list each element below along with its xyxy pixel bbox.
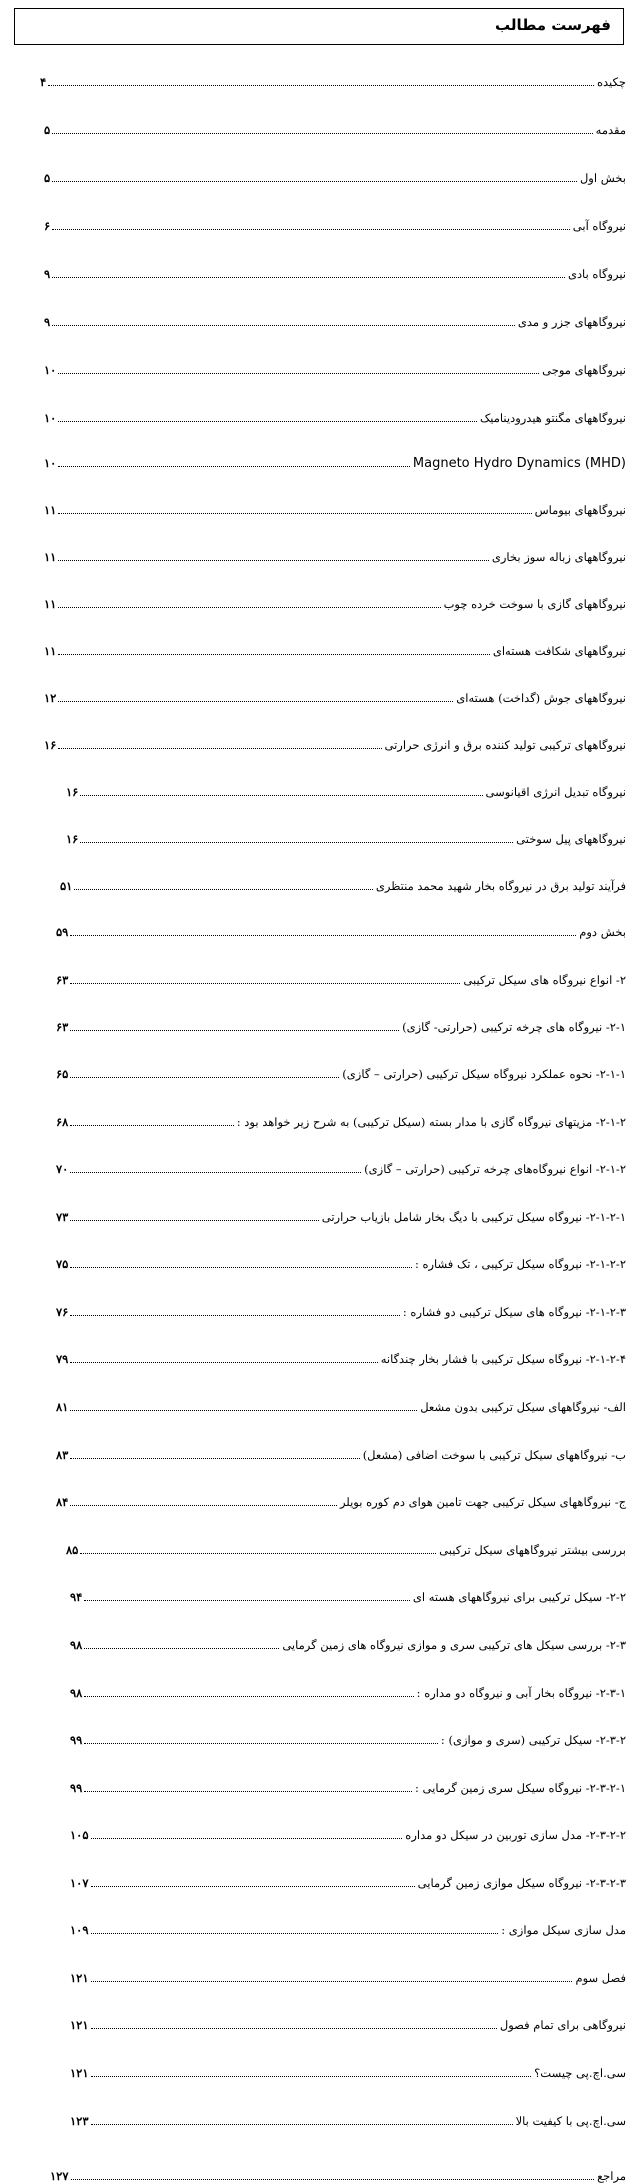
toc-entry-page: ۶۳ [56, 1020, 69, 1034]
toc-entry [44, 406, 626, 426]
toc-entry-page: ۱۲۱ [70, 2066, 89, 2080]
toc-entry-page: ۱۲۷ [50, 2169, 69, 2184]
toc-dot-leader [52, 325, 515, 326]
toc-entry [44, 310, 626, 330]
toc-entry-page: ۱۰۹ [70, 1923, 89, 1937]
toc-entry-label: ۲-۱-۲-۱- نیروگاه سیکل ترکیبی با دیگ بخار شامل بازیاب حرارتی [321, 1210, 626, 1224]
toc-entry-page: ۶۵ [56, 1067, 69, 1081]
toc-entry-label: ۲-۱-۲- انواع نیروگاه‌های چرخه ترکیبی (حرارتی – گازی) [364, 1162, 626, 1176]
toc-entry-label: ج- نیروگاههای سیکل ترکیبی جهت تامین هوای دم کوره بویلر [339, 1495, 626, 1509]
toc-entry-page: ۶۸ [56, 1115, 69, 1129]
toc-entry-label: ۲-۳-۲-۲- مدل سازی توربین در سیکل دو مداره [405, 1828, 626, 1842]
toc-entry-page: ۵۹ [56, 925, 69, 939]
toc-entry-page: ۱۲ [44, 691, 57, 705]
toc-dot-leader [52, 277, 565, 278]
toc-dot-leader [58, 607, 440, 608]
toc-dot-leader [70, 1172, 361, 1173]
toc-entry-page: ۱۱ [44, 597, 57, 611]
toc-dot-leader [84, 1696, 413, 1697]
toc-entry [70, 1728, 626, 1748]
toc-entry [44, 592, 626, 612]
toc-entry-label: ۲-۳-۲-۳- نیروگاه سیکل موازی زمین گرمایی [417, 1876, 626, 1890]
toc-entry-page: ۷۵ [56, 1257, 69, 1271]
toc-entry-page: ۱۰۵ [70, 1828, 89, 1842]
toc-entry-page: ۱۲۳ [70, 2114, 89, 2128]
toc-entry-label: نیروگاههای گازی با سوخت خرده چوب [443, 597, 626, 611]
toc-dot-leader [70, 1315, 400, 1316]
toc-entry-page: ۱۰ [44, 363, 57, 377]
toc-entry [44, 358, 626, 378]
toc-entry-page: ۷۶ [56, 1305, 69, 1319]
toc-entry-label: نیروگاههای موجی [542, 363, 626, 377]
toc-entry-page: ۸۳ [56, 1448, 69, 1462]
toc-entry-label: الف- نیروگاههای سیکل ترکیبی بدون مشعل [420, 1400, 626, 1414]
toc-entry-label: سی.اچ.پی چیست؟ [534, 2066, 626, 2080]
toc-dot-leader [91, 1838, 403, 1839]
toc-entry-page: ۶ [44, 219, 51, 233]
toc-entry-label: فرآیند تولید برق در نیروگاه بخار شهید محمد منتظری [375, 879, 626, 893]
toc-entry [66, 1538, 626, 1558]
toc-dot-leader [70, 983, 460, 984]
toc-entry-page: ۹ [44, 267, 51, 281]
toc-entry-page: ۹۴ [70, 1590, 83, 1604]
toc-dot-leader [48, 85, 594, 86]
toc-entry [56, 968, 626, 988]
toc-entry-label: ۲-۱-۲-۲- نیروگاه سیکل ترکیبی ، تک فشاره : [414, 1257, 626, 1271]
toc-dot-leader [84, 1791, 412, 1792]
toc-dot-leader [70, 1030, 399, 1031]
toc-entry-label: نیروگاهی برای تمام فصول [499, 2018, 626, 2032]
toc-entry-label: چکیده [597, 75, 626, 89]
toc-entry-page: ۱۲۱ [70, 2018, 89, 2032]
toc-entry-label: نیروگاههای بیوماس [534, 503, 626, 517]
toc-dot-leader [80, 842, 513, 843]
toc-entry-label: نیروگاههای زباله سوز بخاری [491, 550, 626, 564]
toc-dot-leader [91, 1886, 415, 1887]
toc-entry-page: ۵۱ [60, 879, 73, 893]
toc-entry [66, 780, 626, 800]
toc-dot-leader [58, 373, 539, 374]
toc-entry-page: ۷۹ [56, 1352, 69, 1366]
toc-entry-page: ۹ [44, 315, 51, 329]
toc-dot-leader [70, 1458, 359, 1459]
toc-dot-leader [70, 1362, 377, 1363]
toc-title: فهرست مطالب [495, 16, 611, 34]
toc-entry-page: ۸۵ [66, 1543, 79, 1557]
toc-dot-leader [52, 229, 570, 230]
toc-entry [56, 1015, 626, 1035]
toc-entry-label: مراجع [597, 2169, 626, 2184]
toc-dot-leader [80, 1553, 436, 1554]
toc-entry [44, 451, 626, 471]
toc-dot-leader [58, 421, 477, 422]
toc-dot-leader [71, 2179, 595, 2180]
toc-entry-label: مدل سازی سیکل موازی : [501, 1923, 626, 1937]
toc-entry [56, 1110, 626, 1130]
toc-dot-leader [70, 1410, 417, 1411]
toc-entry [70, 2013, 626, 2033]
toc-entry-page: ۱۱ [44, 644, 57, 658]
toc-entry [44, 262, 626, 282]
toc-entry-page: ۹۸ [70, 1686, 83, 1700]
toc-entry [70, 1918, 626, 1938]
toc-dot-leader [58, 701, 453, 702]
toc-entry-page: ۱۰ [44, 456, 57, 470]
toc-entry [44, 686, 626, 706]
toc-entry [56, 1252, 626, 1272]
toc-entry-label: ب- نیروگاههای سیکل ترکیبی با سوخت اضافی (مشعل) [362, 1448, 626, 1462]
toc-entry-label: ۲-۳- بررسی سیکل های ترکیبی سری و موازی نیروگاه های زمین گرمایی [282, 1638, 626, 1652]
toc-entry-page: ۱۱ [44, 503, 57, 517]
toc-entry [50, 2164, 626, 2184]
toc-entry [56, 1157, 626, 1177]
toc-entry-page: ۱۶ [66, 832, 79, 846]
toc-entry-label: ۲-۳-۲- سیکل ترکیبی (سری و موازی) : [440, 1733, 626, 1747]
toc-dot-leader [58, 560, 489, 561]
toc-entry-label: نیروگاههای جوش (گداخت) هسته‌ای [456, 691, 626, 705]
toc-entry-label: مقدمه [595, 123, 626, 137]
toc-entry-page: ۱۰۷ [70, 1876, 89, 1890]
toc-entry-label: نیروگاههای مگنتو هیدرودینامیک [479, 411, 626, 425]
toc-entry [56, 1300, 626, 1320]
toc-entry-label: نیروگاههای جزر و مدی [517, 315, 626, 329]
toc-dot-leader [52, 133, 592, 134]
toc-entry-label: بخش اول [579, 171, 626, 185]
toc-entry [70, 2061, 626, 2081]
toc-dot-leader [91, 1981, 573, 1982]
toc-entry [40, 70, 626, 90]
toc-entry [70, 1585, 626, 1605]
toc-dot-leader [70, 1267, 412, 1268]
toc-entry [66, 827, 626, 847]
toc-dot-leader [58, 748, 381, 749]
toc-entry [56, 1347, 626, 1367]
toc-entry [56, 1490, 626, 1510]
toc-entry-page: ۱۶ [66, 785, 79, 799]
toc-dot-leader [84, 1648, 279, 1649]
toc-entry-page: ۴ [40, 75, 47, 89]
toc-entry-label: ۲-۲- سیکل ترکیبی برای نیروگاههای هسته ای [412, 1590, 626, 1604]
toc-entry-label: بررسی بیشتر نیروگاههای سیکل ترکیبی [439, 1543, 626, 1557]
toc-dot-leader [70, 1220, 318, 1221]
toc-entry-label: سی.اچ.پی با کیفیت بالا [515, 2114, 626, 2128]
toc-entry-label: ۲-۱-۲- مزیتهای نیروگاه گازی با مدار بسته (سیکل ترکیبی) به شرح زیر خواهد بود : [236, 1115, 626, 1129]
toc-entry [44, 733, 626, 753]
toc-entry-page: ۷۰ [56, 1162, 69, 1176]
toc-entry [44, 545, 626, 565]
toc-entry [70, 1776, 626, 1796]
toc-entry-page: ۹۹ [70, 1733, 83, 1747]
toc-entry-page: ۶۳ [56, 973, 69, 987]
toc-dot-leader [70, 1077, 339, 1078]
toc-dot-leader [84, 1743, 438, 1744]
toc-entry-label: ۲-۱-۱- نحوه عملکرد نیروگاه سیکل ترکیبی (حرارتی – گازی) [342, 1067, 626, 1081]
toc-dot-leader [70, 1505, 337, 1506]
toc-entry-page: ۵ [44, 123, 51, 137]
toc-dot-leader [91, 2124, 513, 2125]
toc-entry-label: ۲-۱- نیروگاه های چرخه ترکیبی (حرارتی- گازی) [402, 1020, 626, 1034]
toc-entry-label: نیروگاههای پیل سوختی [516, 832, 626, 846]
toc-dot-leader [91, 2076, 532, 2077]
toc-entry-label: بخش دوم [579, 925, 626, 939]
toc-dot-leader [58, 654, 489, 655]
toc-entry [70, 1681, 626, 1701]
toc-entry [56, 1443, 626, 1463]
toc-entry-page: ۹۸ [70, 1638, 83, 1652]
toc-entry-page: ۱۱ [44, 550, 57, 564]
toc-dot-leader [84, 1600, 410, 1601]
toc-entry-page: ۱۲۱ [70, 1971, 89, 1985]
toc-entry [44, 118, 626, 138]
toc-dot-leader [70, 935, 576, 936]
toc-entry [44, 214, 626, 234]
toc-entry [56, 1395, 626, 1415]
toc-entry [70, 1871, 626, 1891]
toc-entry-label: نیروگاه بادی [567, 267, 626, 281]
toc-entry [44, 166, 626, 186]
toc-entry [70, 1633, 626, 1653]
toc-entry-label: Magneto Hydro Dynamics (MHD) [412, 456, 626, 471]
toc-entry [56, 1062, 626, 1082]
toc-dot-leader [80, 795, 482, 796]
toc-entry-label: نیروگاه تبدیل انرژی اقیانوسی [485, 785, 626, 799]
toc-entry-page: ۱۶ [44, 738, 57, 752]
toc-entry-page: ۸۴ [56, 1495, 69, 1509]
toc-entry-label: ۲-۱-۲-۴- نیروگاه سیکل ترکیبی با فشار بخار چندگانه [380, 1352, 626, 1366]
toc-entry [56, 1205, 626, 1225]
toc-entry [56, 920, 626, 940]
toc-dot-leader [70, 1125, 233, 1126]
toc-entry-label: ۲-۱-۲-۳- نیروگاه های سیکل ترکیبی دو فشاره : [402, 1305, 626, 1319]
toc-dot-leader [58, 513, 531, 514]
toc-entry-label: نیروگاه آبی [572, 219, 626, 233]
toc-entry-page: ۵ [44, 171, 51, 185]
toc-entry-label: ۲-۳-۱- نیروگاه بخار آبی و نیروگاه دو مداره : [416, 1686, 626, 1700]
toc-entry [44, 498, 626, 518]
toc-entry-page: ۷۳ [56, 1210, 69, 1224]
toc-dot-leader [91, 2028, 497, 2029]
toc-entry-page: ۱۰ [44, 411, 57, 425]
toc-entry-label: ۲- انواع نیروگاه های سیکل ترکیبی [463, 973, 626, 987]
toc-entry [70, 1823, 626, 1843]
toc-entry [70, 2109, 626, 2129]
toc-entry-page: ۹۹ [70, 1781, 83, 1795]
toc-entry-page: ۸۱ [56, 1400, 69, 1414]
toc-entry [60, 874, 626, 894]
toc-dot-leader [74, 889, 373, 890]
toc-dot-leader [52, 181, 577, 182]
toc-entry-label: نیروگاههای ترکیبی تولید کننده برق و انرژی حرارتی [384, 738, 626, 752]
toc-entry-label: ۲-۳-۲-۱- نیروگاه سیکل سری زمین گرمایی : [415, 1781, 626, 1795]
toc-dot-leader [91, 1933, 499, 1934]
toc-entry-label: نیروگاههای شکافت هسته‌ای [492, 644, 626, 658]
toc-entry-label: فصل سوم [575, 1971, 626, 1985]
toc-entry [44, 639, 626, 659]
toc-dot-leader [58, 466, 410, 467]
toc-entry [70, 1966, 626, 1986]
